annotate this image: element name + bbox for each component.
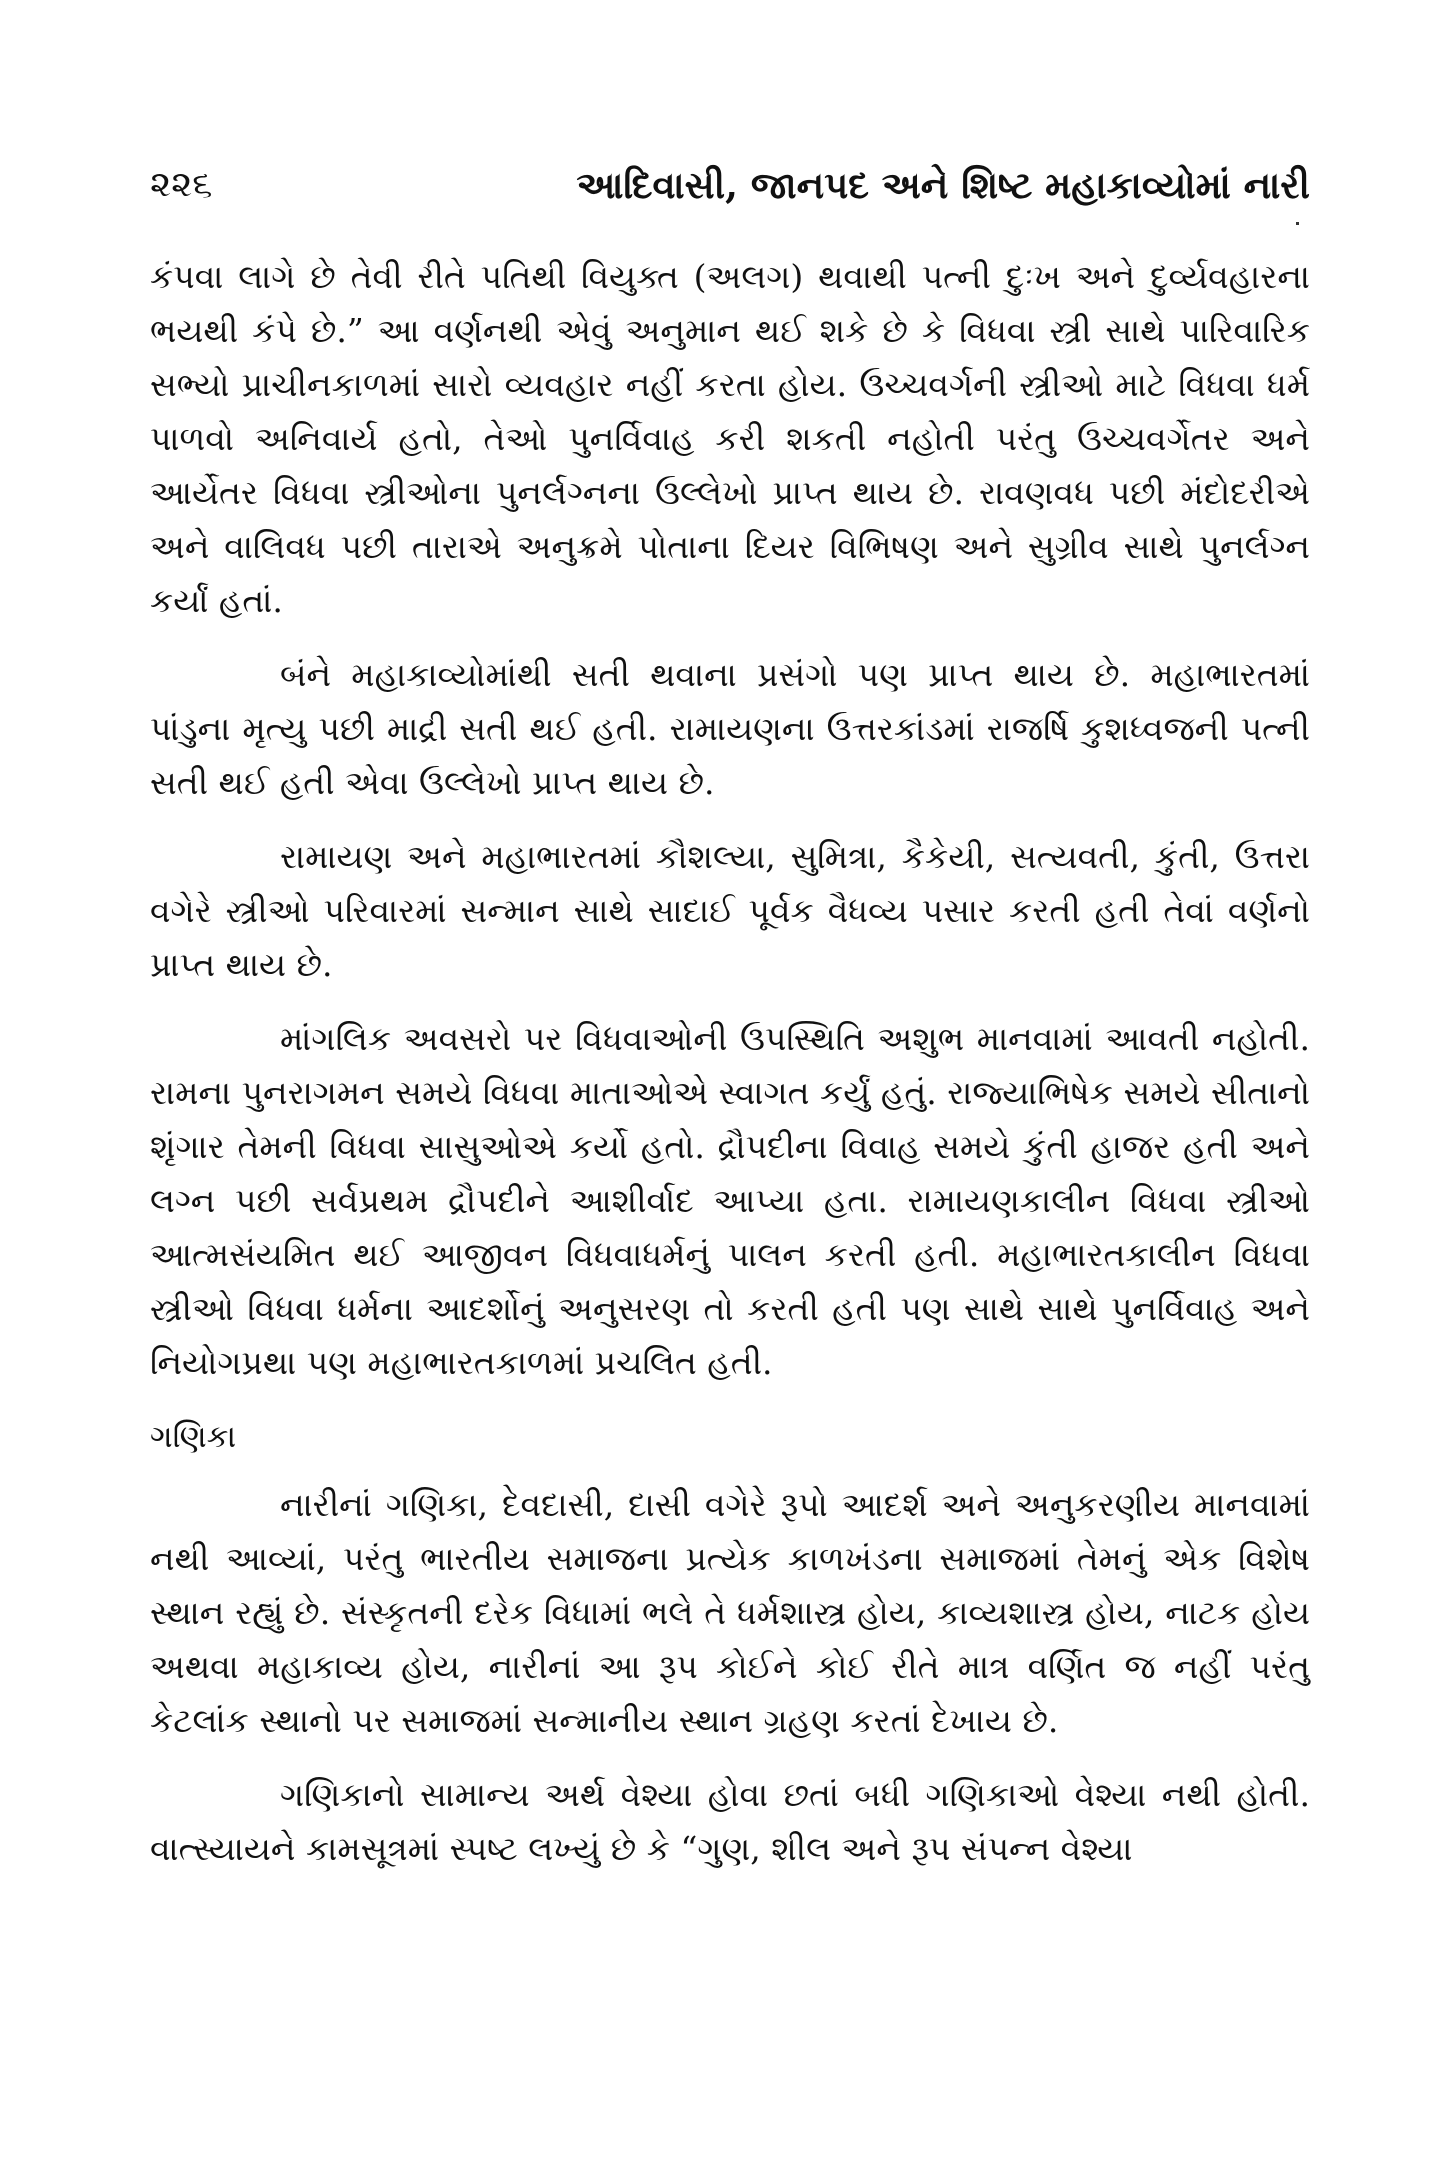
page-header xyxy=(150,160,1310,220)
body-text xyxy=(150,250,1310,1896)
section-heading: ગણિકા xyxy=(150,1419,237,1455)
paragraph: ગણિકાનો સામાન્ય અર્થ વેશ્યા હોવા છતાં બધી ગણિકાઓ વેશ્યા નથી હોતી. વાત્સ્યાયને કામસૂત્રમાં સ્પષ્ટ લખ્યું છે કે “ગુણ, શીલ અને રૂપ સંપન્ન વેશ્યા xyxy=(150,1775,1310,1868)
paragraph: નારીનાં ગણિકા, દેવદાસી, દાસી વગેરે રૂપો આદર્શ અને અનુકરણીય માનવામાં નથી આવ્યાં, પરંતુ ભારતીય સમાજના પ્રત્યેક કાળખંડના સમાજમાં તેમનું એક વિશેષ સ્થાન રહ્યું છે. સંસ્કૃતની દરેક વિધામાં ભલે તે ધર્મશાસ્ત્ર હોય, કાવ્યશાસ્ત્ર હોય, નાટક હોય અથવા મહાકાવ્ય હોય, નારીનાં આ રૂપ કોઈને કોઈ રીતે માત્ર વર્ણિત જ નહીં પરંતુ કેટલાંક સ્થાનો પર સમાજમાં સન્માનીય સ્થાન ગ્રહણ કરતાં દેખાય છે. xyxy=(150,1485,1310,1740)
paragraph: રામાયણ અને મહાભારતમાં કૌશલ્યા, સુમિત્રા, કૈકેયી, સત્યવતી, કુંતી, ઉત્તરા વગેરે સ્ત્રીઓ પરિવારમાં સન્માન સાથે સાદાઈ પૂર્વક વૈધવ્ય પસાર કરતી હતી તેવાં વર્ણનો પ્રાપ્ત થાય છે. xyxy=(150,837,1310,984)
print-speck xyxy=(1296,222,1299,225)
paragraph: માંગલિક અવસરો પર વિધવાઓની ઉપસ્થિતિ અશુભ માનવામાં આવતી નહોતી. રામના પુનરાગમન સમયે વિધવા માતાઓએ સ્વાગત કર્યું હતું. રાજ્યાભિષેક સમયે સીતાનો શૃંગાર તેમની વિધવા સાસુઓએ કર્યો હતો. દ્રૌપદીના વિવાહ સમયે કુંતી હાજર હતી અને લગ્ન પછી સર્વપ્રથમ દ્રૌપદીને આશીર્વાદ આપ્યા હતા. રામાયણકાલીન વિધવા સ્ત્રીઓ આત્મસંયમિત થઈ આજીવન વિધવાધર્મનું પાલન કરતી હતી. મહાભારતકાલીન વિધવા સ્ત્રીઓ વિધવા ધર્મના આદર્શોનું અનુસરણ તો કરતી હતી પણ સાથે સાથે પુનર્વિવાહ અને નિયોગપ્રથા પણ મહાભારતકાળમાં પ્રચલિત હતી. xyxy=(150,1019,1310,1382)
page-number: ૨૨૬ xyxy=(150,164,213,205)
paragraph: બંને મહાકાવ્યોમાંથી સતી થવાના પ્રસંગો પણ પ્રાપ્ત થાય છે. મહાભારતમાં પાંડુના મૃત્યુ પછી માદ્રી સતી થઈ હતી. રામાયણના ઉત્તરકાંડમાં રાજર્ષિ કુશધ્વજની પત્ની સતી થઈ હતી એવા ઉલ્લેખો પ્રાપ્ત થાય છે. xyxy=(150,655,1310,802)
running-title: આદિવાસી, જાનપદ અને શિષ્ટ મહાકાવ્યોમાં નારી xyxy=(576,163,1310,207)
paragraph-continued: કંપવા લાગે છે તેવી રીતે પતિથી વિયુક્ત (અલગ) થવાથી પત્ની દુઃખ અને દુર્વ્યવહારના ભયથી કંપે છે.” આ વર્ણનથી એવું અનુમાન થઈ શકે છે કે વિધવા સ્ત્રી સાથે પારિવારિક સભ્યો પ્રાચીનકાળમાં સારો વ્યવહાર નહીં કરતા હોય. ઉચ્ચવર્ગની સ્ત્રીઓ માટે વિધવા ધર્મ પાળવો અનિવાર્ય હતો, તેઓ પુનર્વિવાહ કરી શકતી નહોતી પરંતુ ઉચ્ચવર્ગેતર અને આર્યેતર વિધવા સ્ત્રીઓના પુનર્લગ્નના ઉલ્લેખો પ્રાપ્ત થાય છે. રાવણવધ પછી મંદોદરીએ અને વાલિવધ પછી તારાએ અનુક્રમે પોતાના દિયર વિભિષણ અને સુગ્રીવ સાથે પુનર્લગ્ન કર્યાં હતાં. xyxy=(150,257,1310,620)
